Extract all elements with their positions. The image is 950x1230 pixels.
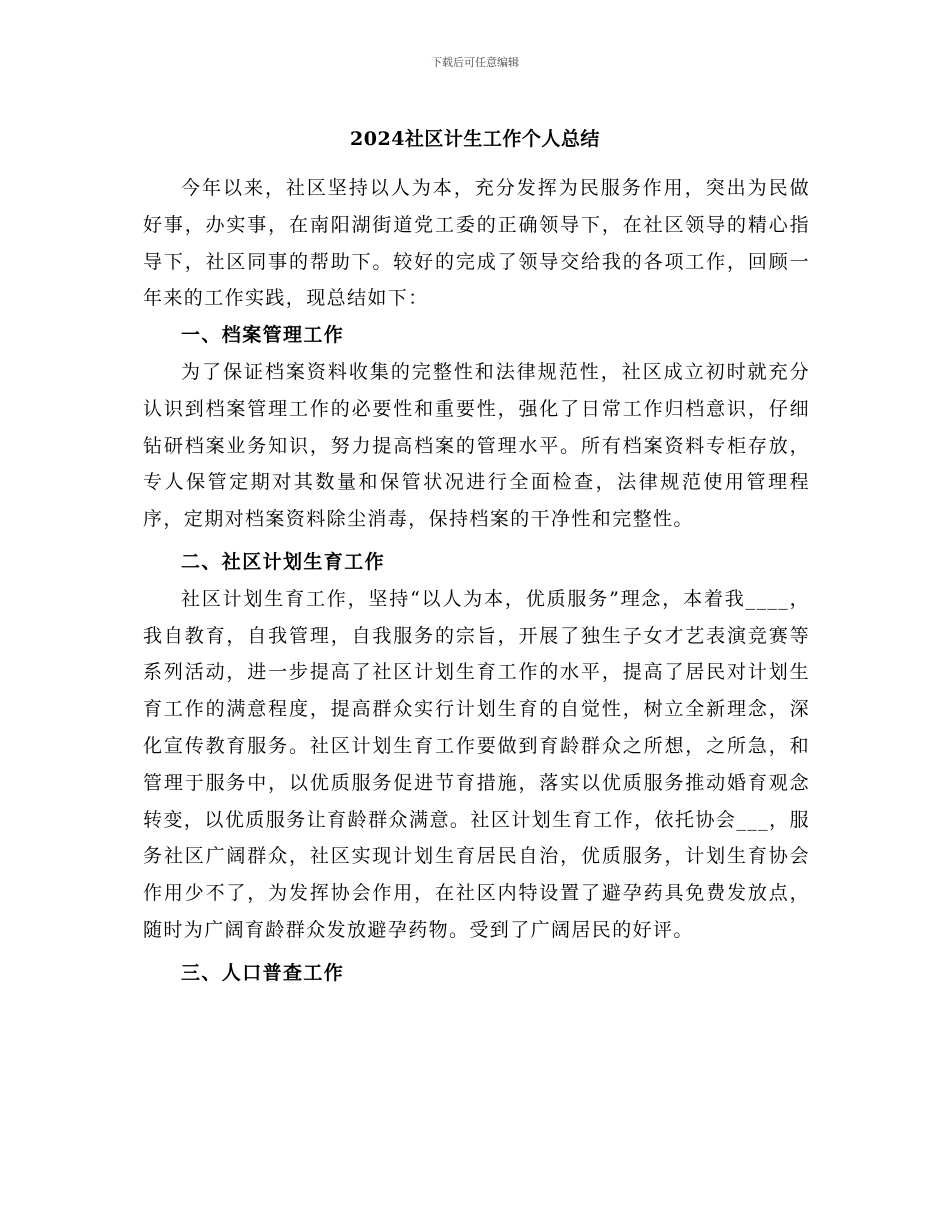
section-heading-census: 三、人口普查工作 [181,961,345,984]
section-body-family-planning: 社区计划生育工作，坚持“以人为本，优质服务”理念，本着我____，我自教育，自我管理，自我服务的宗旨，开展了独生子女才艺表演竞赛等系列活动，进一步提高了社区计划生育工作的水平，提高了居民对计划生育工作的满意程度，提高群众实行计划生育的自觉性，树立全新理念，深化宣传教育服务。社区计划生育工作要做到育龄群众之所想，之所急，和管理于服务中，以优质服务促进节育措施，落实以优质服务推动婚育观念转变，以优质服务让育龄群众满意。社区计划生育工作，依托协会___，服务社区广阔群众，社区实现计划生育居民自治，优质服务，计划生育协会作用少不了，为发挥协会作用，在社区内特设置了避孕药具免费发放点，随时为广阔育龄群众发放避孕药物。受到了广阔居民的好评。 [143,587,810,941]
section-heading-family-planning: 二、社区计划生育工作 [181,550,386,573]
intro-paragraph: 今年以来，社区坚持以人为本，充分发挥为民服务作用，突出为民做好事，办实事，在南阳湖街道党工委的正确领导下，在社区领导的精心指导下，社区同事的帮助下。较好的完成了领导交给我的各项工作，回顾一年来的工作实践，现总结如下： [143,177,810,310]
section-body-archives: 为了保证档案资料收集的完整性和法律规范性，社区成立初时就充分认识到档案管理工作的必要性和重要性，强化了日常工作归档意识，仔细钻研档案业务知识，努力提高档案的管理水平。所有档案资料专柜存放，专人保管定期对其数量和保管状况进行全面检查，法律规范使用管理程序，定期对档案资料除尘消毒，保持档案的干净性和完整性。 [143,360,810,531]
header-note: 下载后可任意编辑 [431,56,519,69]
section-heading-archives: 一、档案管理工作 [181,324,345,347]
document-body [143,170,810,992]
document-title: 2024社区计生工作个人总结 [350,128,600,150]
